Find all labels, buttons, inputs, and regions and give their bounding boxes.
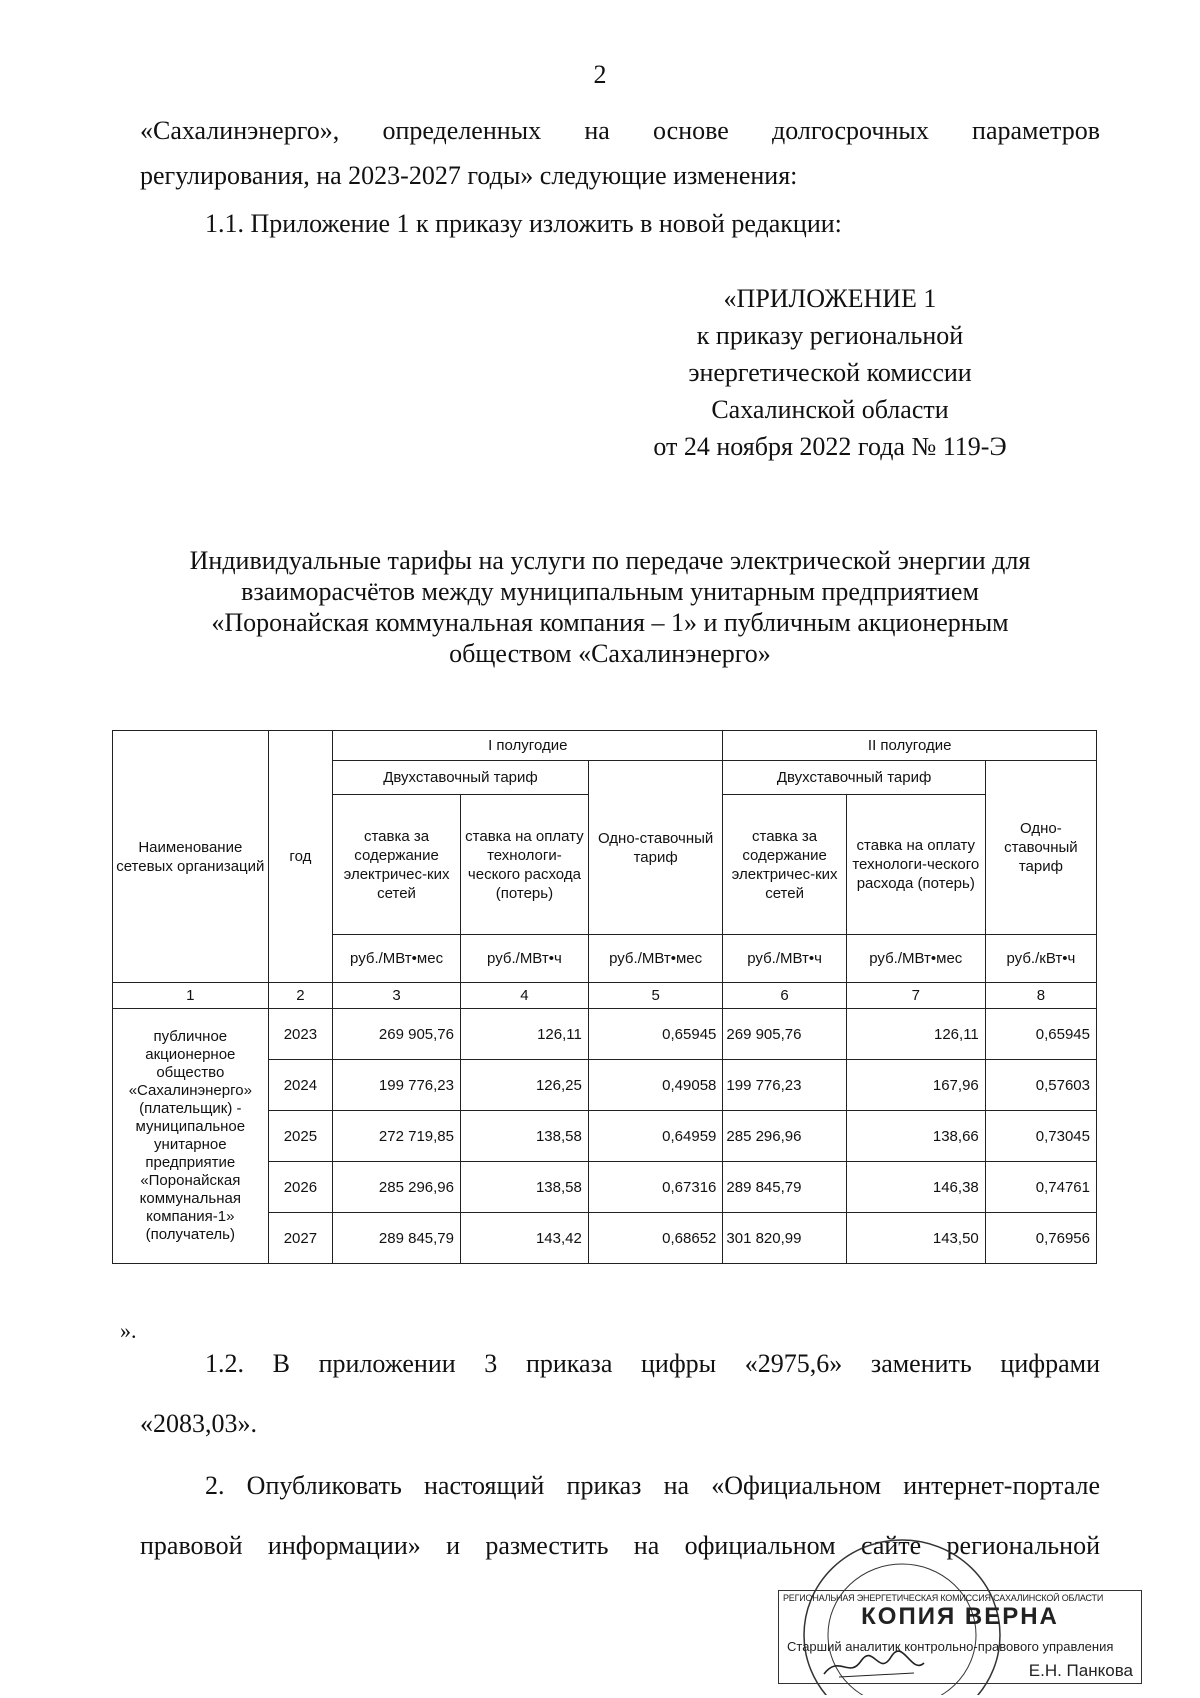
header-half-1: I полугодие bbox=[333, 731, 723, 761]
value-cell: 0,65945 bbox=[588, 1009, 723, 1060]
value-cell: 126,25 bbox=[460, 1060, 588, 1111]
header-single-rate-2: Одно-ставочный тариф bbox=[985, 761, 1096, 935]
column-number: 5 bbox=[588, 983, 723, 1009]
value-cell: 289 845,79 bbox=[723, 1162, 846, 1213]
value-cell: 199 776,23 bbox=[333, 1060, 461, 1111]
item-2-line-2: правовой информации» и разместить на официальном сайте региональной bbox=[140, 1531, 1100, 1560]
header-single-rate-1: Одно-ставочный тариф bbox=[588, 761, 723, 935]
value-cell: 0,57603 bbox=[985, 1060, 1096, 1111]
value-cell: 143,50 bbox=[846, 1213, 985, 1264]
column-number: 7 bbox=[846, 983, 985, 1009]
column-number: 3 bbox=[333, 983, 461, 1009]
annex-line-3: энергетической комиссии bbox=[688, 358, 972, 387]
header-two-rate-2: Двухставочный тариф bbox=[723, 761, 985, 795]
value-cell: 0,67316 bbox=[588, 1162, 723, 1213]
value-cell: 272 719,85 bbox=[333, 1111, 461, 1162]
value-cell: 138,58 bbox=[460, 1162, 588, 1213]
page-number: 2 bbox=[593, 60, 607, 89]
stamp-name: Е.Н. Панкова bbox=[1028, 1661, 1133, 1680]
stamp-position: Старший аналитик контрольно-правового управления bbox=[787, 1639, 1114, 1654]
table-title bbox=[120, 545, 1100, 669]
org-name: публичное акционерное общество «Сахалинэнерго» (плательщик) - муниципальное унитарное предприятие «Поронайская коммунальная компания-1» (получатель) bbox=[113, 1009, 269, 1264]
item-1-1: 1.1. Приложение 1 к приказу изложить в новой редакции: bbox=[205, 209, 842, 238]
column-number: 1 bbox=[113, 983, 269, 1009]
header-maint-rate-1: ставка за содержание электричес-ких сетей bbox=[333, 795, 461, 935]
intro-line-1: «Сахалинэнерго», определенных на основе долгосрочных параметров bbox=[140, 116, 1100, 145]
year-cell: 2026 bbox=[268, 1162, 332, 1213]
header-two-rate-1: Двухставочный тариф bbox=[333, 761, 589, 795]
value-cell: 301 820,99 bbox=[723, 1213, 846, 1264]
unit-cell: руб./МВт•ч bbox=[723, 935, 846, 983]
unit-cell: руб./МВт•ч bbox=[460, 935, 588, 983]
value-cell: 269 905,76 bbox=[723, 1009, 846, 1060]
item-1-2-line-2: «2083,03». bbox=[140, 1409, 257, 1438]
value-cell: 0,68652 bbox=[588, 1213, 723, 1264]
value-cell: 285 296,96 bbox=[723, 1111, 846, 1162]
year-cell: 2025 bbox=[268, 1111, 332, 1162]
value-cell: 143,42 bbox=[460, 1213, 588, 1264]
column-number: 4 bbox=[460, 983, 588, 1009]
closing-quote: ». bbox=[120, 1318, 137, 1343]
value-cell: 0,49058 bbox=[588, 1060, 723, 1111]
value-cell: 285 296,96 bbox=[333, 1162, 461, 1213]
value-cell: 0,73045 bbox=[985, 1111, 1096, 1162]
annex-header bbox=[640, 280, 1020, 465]
value-cell: 269 905,76 bbox=[333, 1009, 461, 1060]
value-cell: 138,58 bbox=[460, 1111, 588, 1162]
table-title-line-4: обществом «Сахалинэнерго» bbox=[449, 639, 771, 668]
intro-line-2: регулирования, на 2023-2027 годы» следующие изменения: bbox=[140, 161, 798, 190]
header-loss-rate-2: ставка на оплату технологи-ческого расхода (потерь) bbox=[846, 795, 985, 935]
column-number: 8 bbox=[985, 983, 1096, 1009]
value-cell: 199 776,23 bbox=[723, 1060, 846, 1111]
signature bbox=[819, 1649, 929, 1683]
unit-cell: руб./МВт•мес bbox=[846, 935, 985, 983]
unit-cell: руб./кВт•ч bbox=[985, 935, 1096, 983]
value-cell: 126,11 bbox=[846, 1009, 985, 1060]
certification-stamp bbox=[778, 1590, 1142, 1684]
header-maint-rate-2: ставка за содержание электричес-ких сетей bbox=[723, 795, 846, 935]
header-loss-rate-1: ставка на оплату технологи-ческого расхода (потерь) bbox=[460, 795, 588, 935]
annex-line-2: к приказу региональной bbox=[696, 321, 964, 350]
stamp-copy-true: КОПИЯ ВЕРНА bbox=[861, 1603, 1059, 1630]
value-cell: 289 845,79 bbox=[333, 1213, 461, 1264]
annex-line-5: от 24 ноября 2022 года № 119-Э bbox=[653, 432, 1007, 461]
year-cell: 2027 bbox=[268, 1213, 332, 1264]
item-1-2-line-1: 1.2. В приложении 3 приказа цифры «2975,6» заменить цифрами bbox=[205, 1349, 1100, 1378]
tariff-table bbox=[112, 730, 1097, 1264]
column-number: 2 bbox=[268, 983, 332, 1009]
table-title-line-2: взаиморасчётов между муниципальным унитарным предприятием bbox=[241, 577, 979, 606]
annex-line-1: «ПРИЛОЖЕНИЕ 1 bbox=[723, 284, 937, 313]
header-org: Наименование сетевых организаций bbox=[113, 731, 269, 983]
table-row bbox=[113, 1009, 1097, 1060]
stamp-org: РЕГИОНАЛЬНАЯ ЭНЕРГЕТИЧЕСКАЯ КОМИССИЯ САХАЛИНСКОЙ ОБЛАСТИ bbox=[783, 1593, 1104, 1603]
column-number: 6 bbox=[723, 983, 846, 1009]
value-cell: 0,74761 bbox=[985, 1162, 1096, 1213]
unit-cell: руб./МВт•мес bbox=[588, 935, 723, 983]
year-cell: 2024 bbox=[268, 1060, 332, 1111]
table-title-line-3: «Поронайская коммунальная компания – 1» и публичным акционерным bbox=[211, 608, 1009, 637]
value-cell: 138,66 bbox=[846, 1111, 985, 1162]
value-cell: 0,76956 bbox=[985, 1213, 1096, 1264]
item-2-line-1: 2. Опубликовать настоящий приказ на «Официальном интернет-портале bbox=[205, 1471, 1100, 1500]
header-half-2: II полугодие bbox=[723, 731, 1097, 761]
value-cell: 167,96 bbox=[846, 1060, 985, 1111]
value-cell: 0,65945 bbox=[985, 1009, 1096, 1060]
unit-cell: руб./МВт•мес bbox=[333, 935, 461, 983]
value-cell: 126,11 bbox=[460, 1009, 588, 1060]
annex-line-4: Сахалинской области bbox=[711, 395, 949, 424]
value-cell: 146,38 bbox=[846, 1162, 985, 1213]
value-cell: 0,64959 bbox=[588, 1111, 723, 1162]
header-year: год bbox=[268, 731, 332, 983]
table-title-line-1: Индивидуальные тарифы на услуги по передаче электрической энергии для bbox=[189, 546, 1031, 575]
year-cell: 2023 bbox=[268, 1009, 332, 1060]
